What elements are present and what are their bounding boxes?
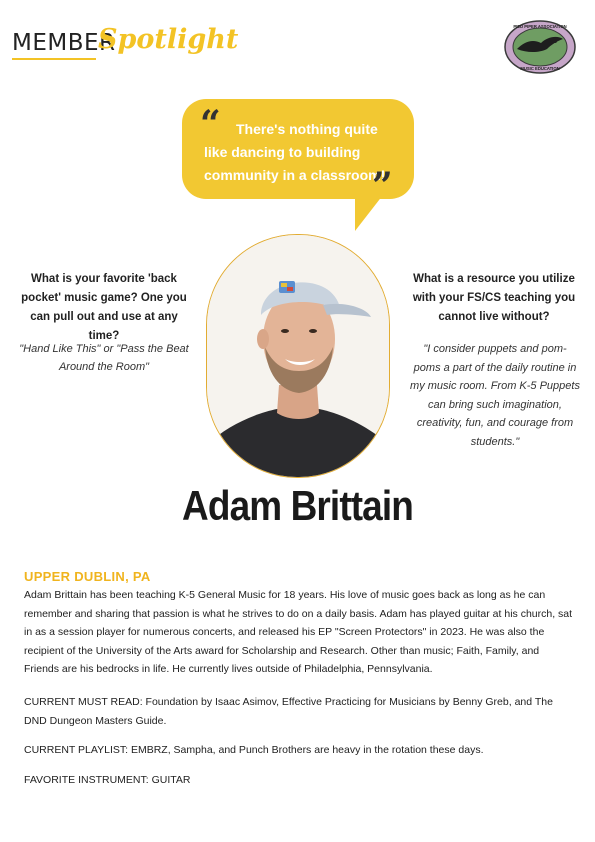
close-quote-mark: ” bbox=[372, 165, 393, 207]
member-name: Adam Brittain bbox=[182, 482, 413, 529]
logo-text-top: PIED PIPER ASSOCIATION bbox=[513, 24, 567, 29]
open-quote-mark: “ bbox=[200, 103, 221, 145]
logo-text-bottom: MUSIC EDUCATION bbox=[520, 66, 560, 71]
portrait-photo bbox=[206, 234, 390, 478]
question-left-title: What is your favorite 'back pocket' music game? One you can pull out and use at any time? bbox=[21, 273, 187, 342]
masthead-underline bbox=[12, 58, 96, 60]
masthead-spotlight-word: Spotlight bbox=[98, 24, 239, 55]
member-bio: Adam Brittain has been teaching K-5 General Music for 18 years. His love of music goes back as long as he can remember and sharing that passion is what he strives to do on a daily basis. Adam has played guitar at his church, sat in as a session player for numerous concerts, and released his EP "Screen Protectors" in 2023. He was also the recipient of the University of the Arts award for Scholarship and Research. Other than music; Faith, Family, and Friends are his bedrocks in life. He currently lives outside of Philadelphia, Pennsylvania. bbox=[24, 589, 573, 675]
association-seal-logo bbox=[503, 19, 577, 75]
member-location: UPPER DUBLIN, PA bbox=[24, 569, 151, 584]
portrait-illustration bbox=[207, 235, 389, 477]
favorite-instrument: FAVORITE INSTRUMENT: GUITAR bbox=[24, 774, 191, 786]
question-right-title: What is a resource you utilize with your FS/CS teaching you cannot live without? bbox=[412, 273, 576, 323]
masthead-member-word: MEMBER bbox=[12, 30, 116, 56]
current-playlist: CURRENT PLAYLIST: EMBRZ, Sampha, and Punch Brothers are heavy in the rotation these days. bbox=[24, 744, 484, 756]
question-left-answer: "Hand Like This" or "Pass the Beat Around the Room" bbox=[19, 343, 189, 373]
question-right-answer: "I consider puppets and pom-poms a part of the daily routine in my music room. From K-5 Puppets can bring such imagination, creativity, fun, and courage from students." bbox=[410, 343, 580, 448]
current-must-read: CURRENT MUST READ: Foundation by Isaac Asimov, Effective Practicing for Musicians by Benny Greb, and The DND Dungeon Masters Guide. bbox=[24, 696, 553, 727]
pull-quote-text: There's nothing quite like dancing to building community in a classroom! bbox=[204, 121, 386, 183]
